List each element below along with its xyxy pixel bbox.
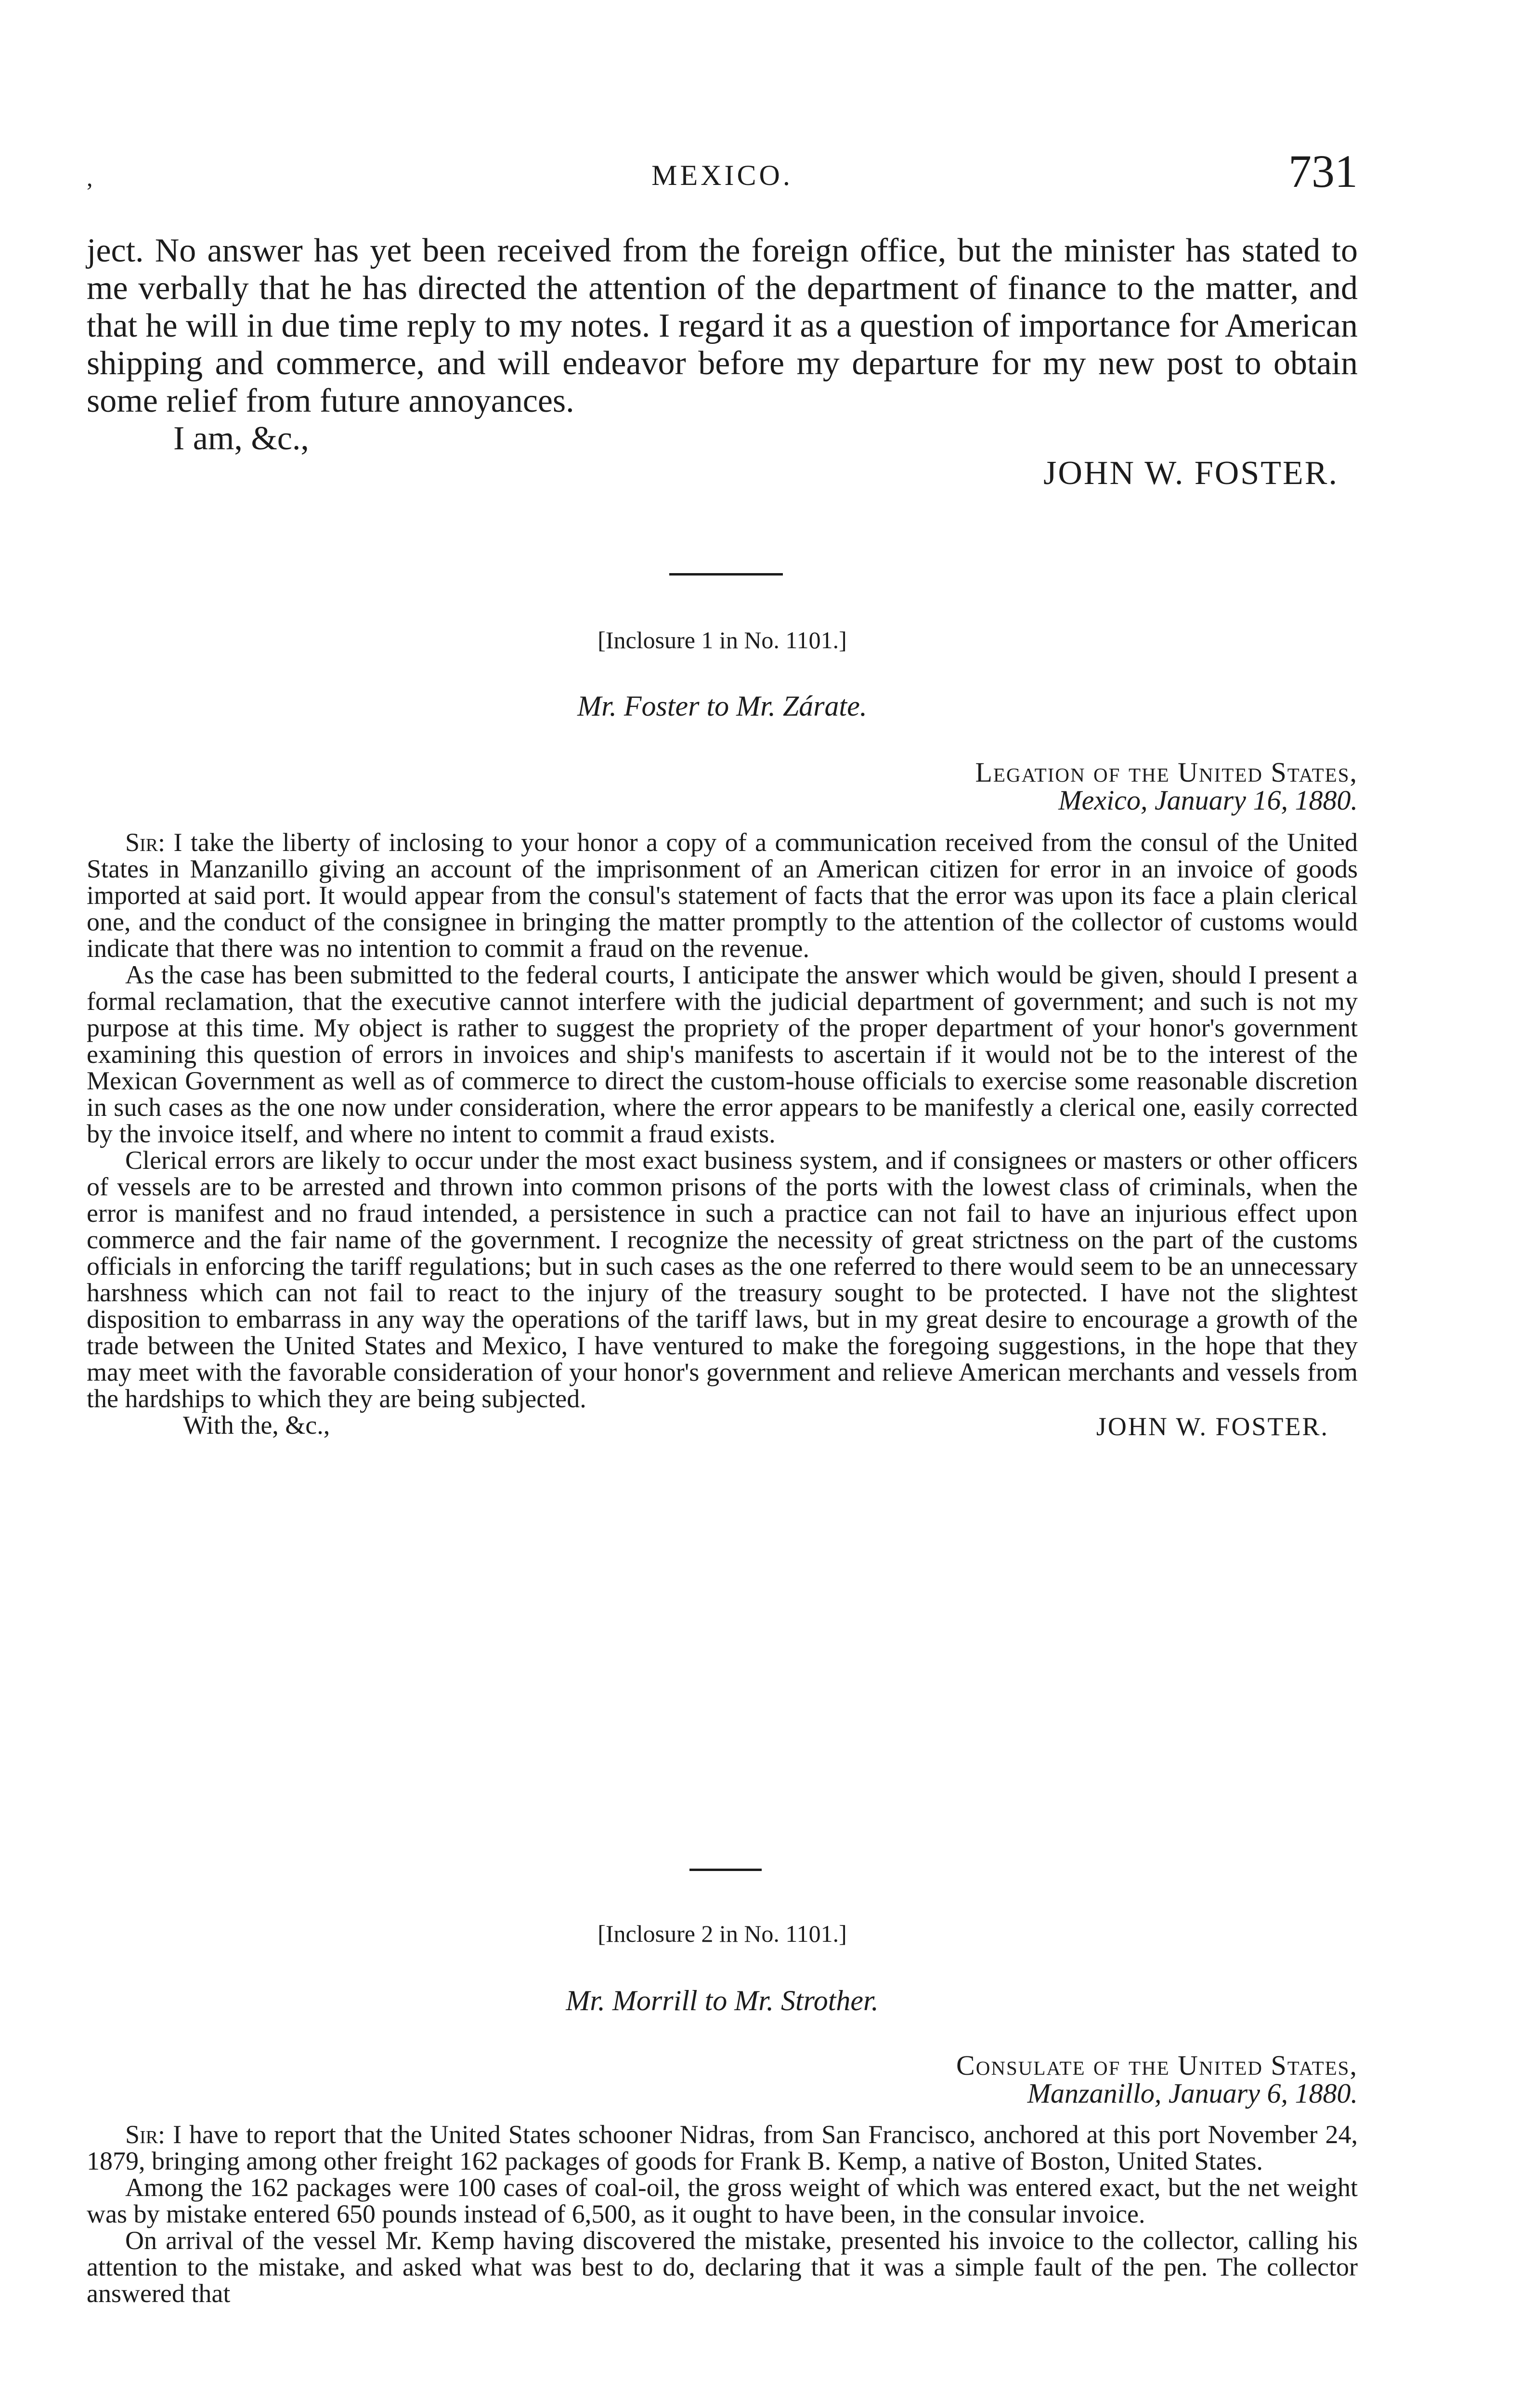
page-number: 731 [1288,145,1358,197]
inclosure-2-paragraph-1: I have to report that the United States schooner Nidras, from San Francisco, anchored at this port November 24, 1879, bringing among other freight 162 packages of goods for Frank B. Kemp, a native of Boston, United States. [87,2120,1358,2175]
inclosure-1-place-date: Mexico, January 16, 1880. [1058,785,1358,816]
inclosure-1-label: [Inclosure 1 in No. 1101.] [598,627,847,654]
inclosure-2-salutation: Sir: [125,2120,166,2149]
running-title: MEXICO. [651,159,793,191]
inclosure-2-paragraph-3: On arrival of the vessel Mr. Kemp having discovered the mistake, presented his invoice to the collector, calling his attention to the mistake, and asked what was best to do, declaring that it was a simple fault of the pen. The collector answered that [87,2226,1358,2308]
inclosure-1-salutation: Sir: [125,828,166,857]
section-divider [689,1869,762,1871]
header-mark: , [87,164,93,191]
inclosure-1-address [975,759,1358,814]
inclosure-1-closing: With the, &c., [183,1411,330,1440]
inclosure-2-place-date: Manzanillo, January 6, 1880. [1027,2078,1358,2109]
inclosure-1-paragraph [87,829,1358,962]
letter-continuation [87,232,1358,492]
inclosure-2-paragraph [87,2121,1358,2174]
inclosure-1-paragraph-2: As the case has been submitted to the federal courts, I anticipate the answer which would be given, should I present a formal reclamation, that the executive cannot interfere with the judicial department of government; and such is not my purpose at this time. My object is rather to suggest the propriety of the proper department of your honor's government examining this question of errors in invoices and ship's manifests to ascertain if it would not be to the interest of the Mexican Government as well as of commerce to direct the custom-house officials to exercise some reasonable discretion in such cases as the one now under consideration, where the error appears to be manifestly a clerical one, easily corrected by the invoice itself, and where no intent to commit a fraud exists. [87,960,1358,1148]
letter-paragraph: ject. No answer has yet been received from the foreign office, but the minister has stated to me verbally that he has directed the attention of the department of finance to the matter, and that he will in due time reply to my notes. I regard it as a question of importance for American shipping and commerce, and will endeavor before my departure for my new post to obtain some relief from future annoyances. [87,232,1358,419]
inclosure-2-body [87,2121,1358,2307]
inclosure-1-body [87,829,1358,1440]
inclosure-2-address [956,2052,1358,2107]
inclosure-2-label: [Inclosure 2 in No. 1101.] [598,1920,847,1947]
inclosure-1-address-line: Legation of the United States, [975,757,1358,788]
letter-signature: JOHN W. FOSTER. [1043,455,1338,492]
inclosure-2-title: Mr. Morrill to Mr. Strother. [566,1985,879,2016]
letter-closing: I am, &c., [173,420,309,457]
inclosure-1-paragraph-3: Clerical errors are likely to occur under the most exact business system, and if consignees or masters or other officers of vessels are to be arrested and thrown into common prisons of the ports with the lowest class of criminals, when the error is manifest and no fraud intended, a persistence in such a practice can not fail to have an injurious effect upon commerce and the fair name of the government. I recognize the necessity of great strictness on the part of the customs officials in enforcing the tariff regulations; but in such cases as the one referred to there would seem to be an unnecessary harshness which can not fail to react to the injury of the treasury sought to be protected. I have not the slightest disposition to embarrass in any way the operations of the tariff laws, but in my great desire to encourage a growth of the trade between the United States and Mexico, I have ventured to make the foregoing suggestions, in the hope that they may meet with the favorable consideration of your honor's government and relieve American merchants and vessels from the hardships to which they are being subjected. [87,1146,1358,1413]
running-header [87,144,1358,197]
inclosure-2-paragraph-2: Among the 162 packages were 100 cases of coal-oil, the gross weight of which was entered exact, but the net weight was by mistake entered 650 pounds instead of 6,500, as it ought to have been, in the consular invoice. [87,2173,1358,2228]
inclosure-2-address-line: Consulate of the United States, [956,2050,1358,2081]
inclosure-1-title: Mr. Foster to Mr. Zárate. [577,690,867,722]
inclosure-1-paragraph-1: I take the liberty of inclosing to your honor a copy of a communication received from the consul of the United States in Manzanillo giving an account of the imprisonment of an American citizen for error in an invoice of goods imported at said port. It would appear from the consul's statement of facts that the error was upon its face a plain clerical one, and the conduct of the consignee in bringing the matter promptly to the attention of the collector of customs would indicate that there was no intention to commit a fraud on the revenue. [87,828,1358,963]
section-divider [669,573,783,576]
inclosure-1-signature: JOHN W. FOSTER. [1096,1412,1329,1441]
